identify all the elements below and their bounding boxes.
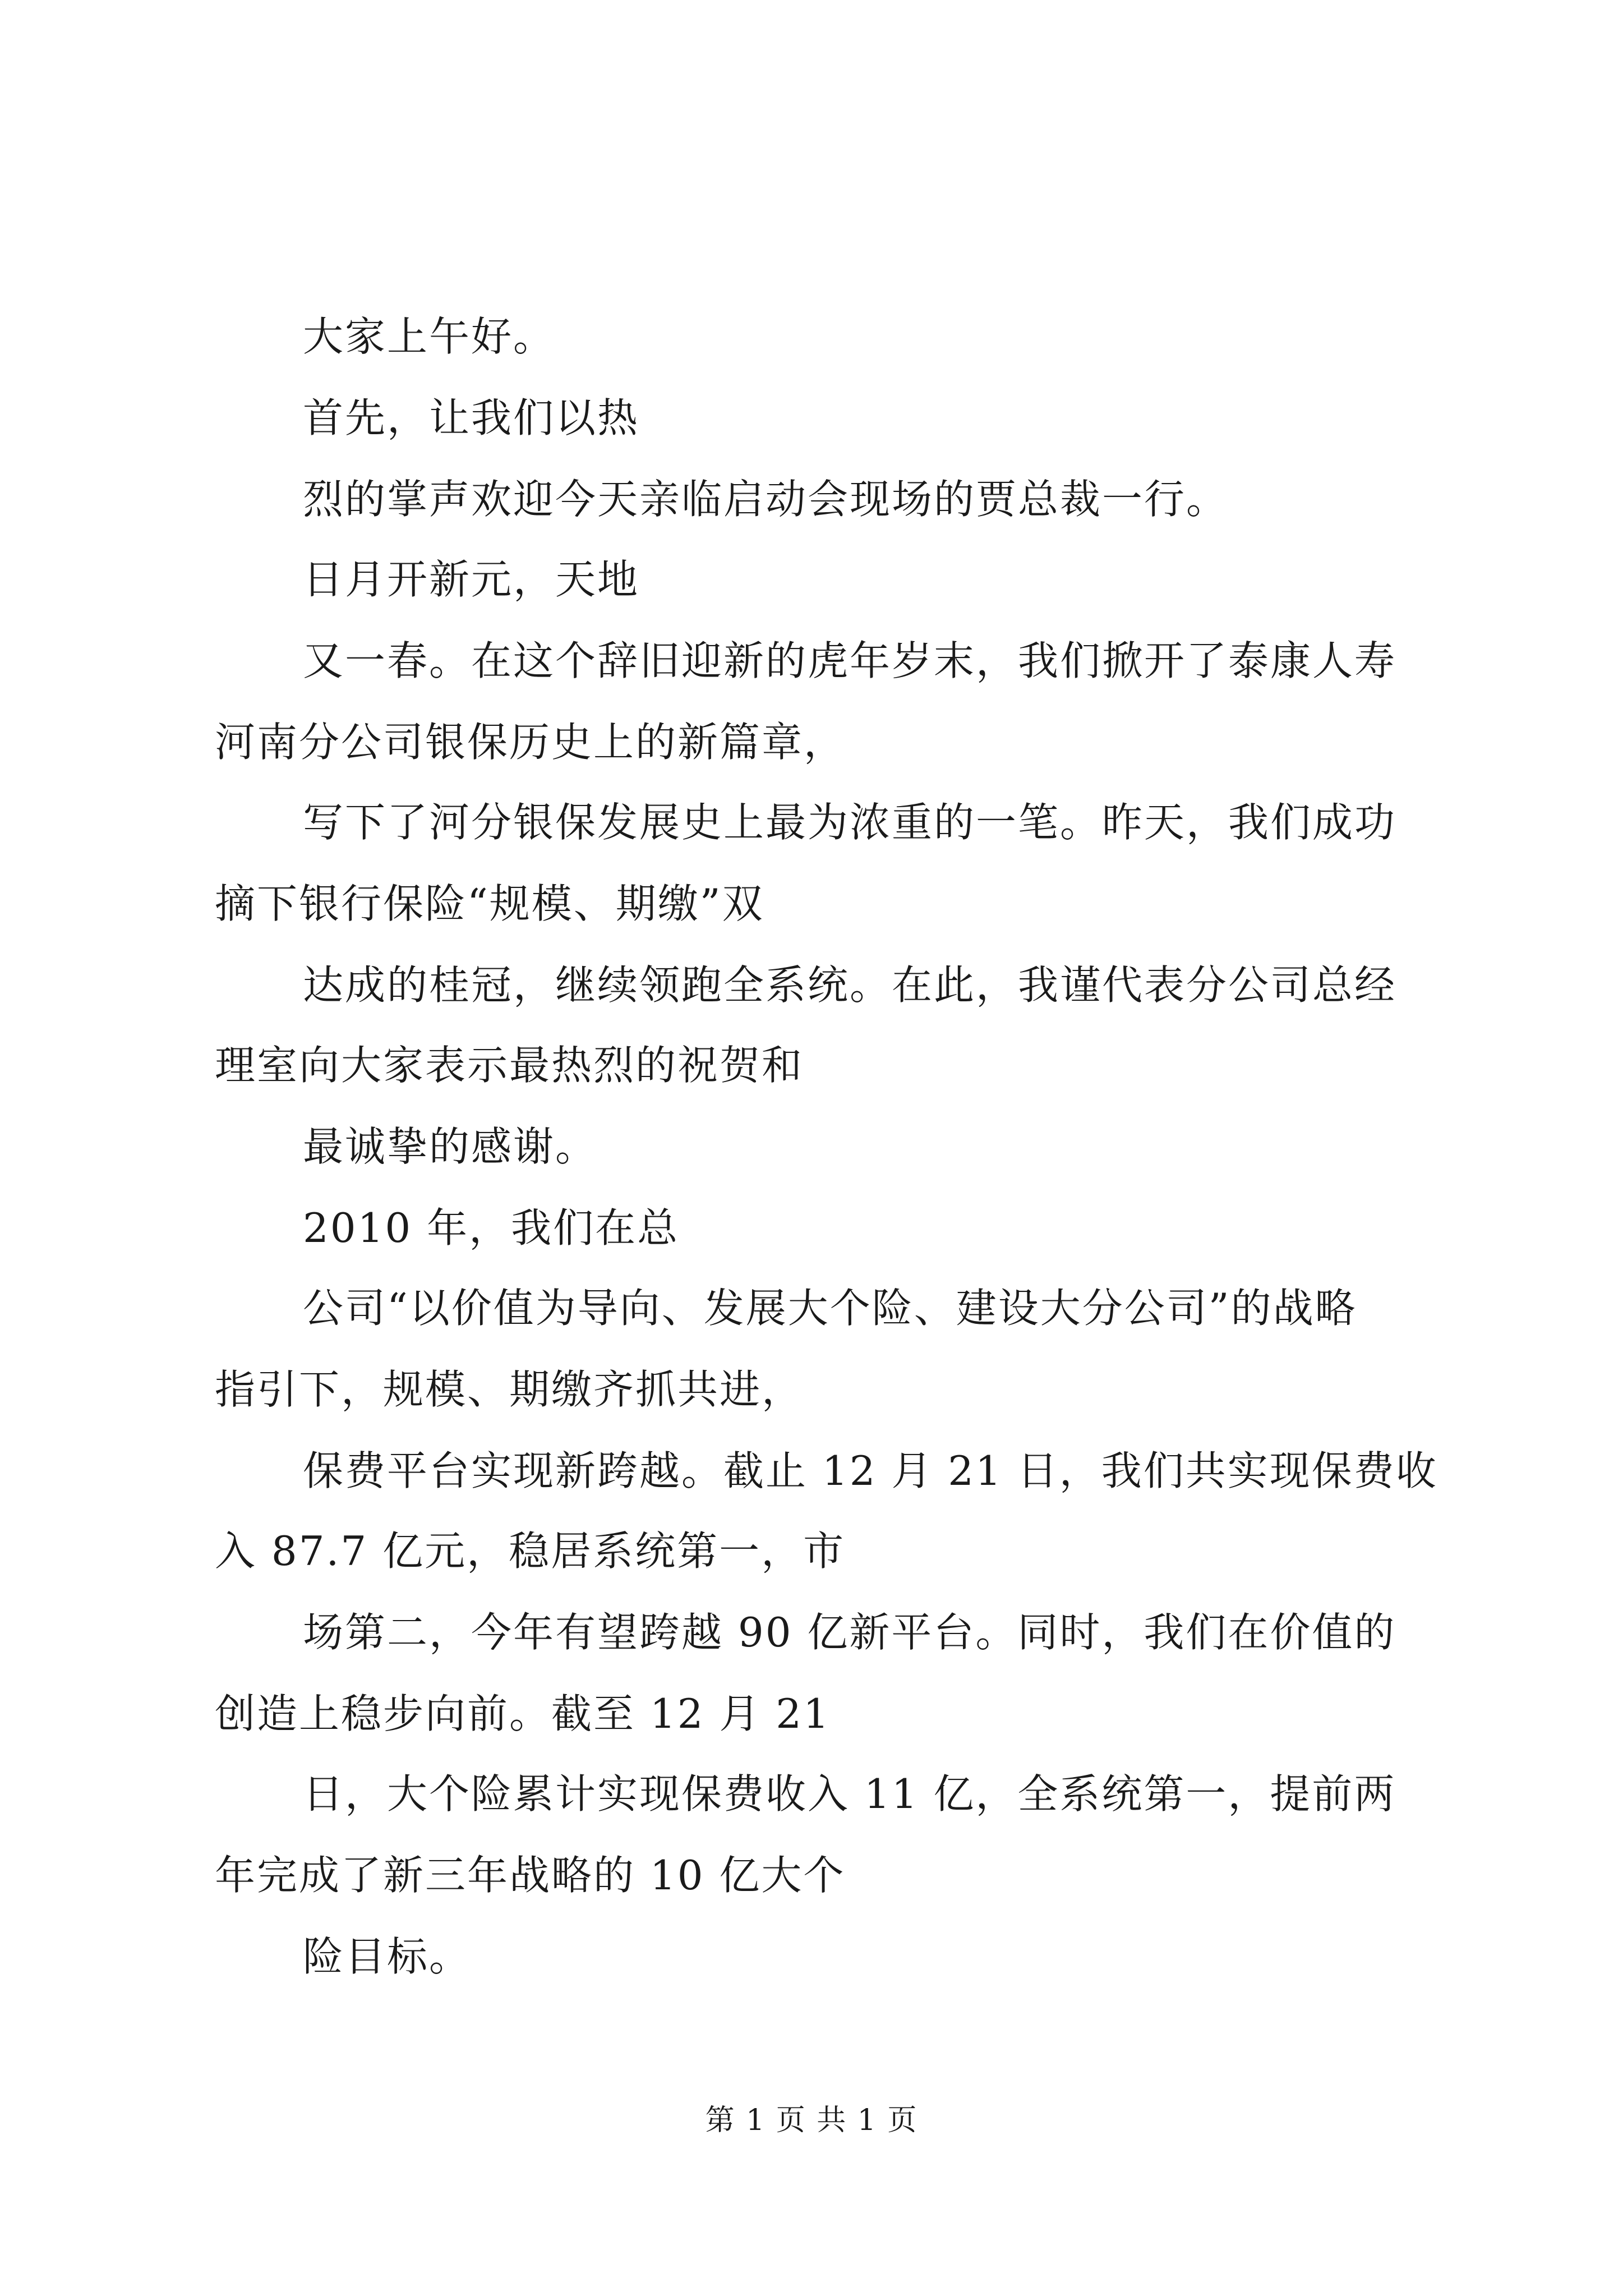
text-line: 日，大个险累计实现保费收入 11 亿，全系统第一，提前两 bbox=[303, 1770, 1396, 1818]
text-line: 写下了河分银保发展史上最为浓重的一笔。昨天，我们成功 bbox=[303, 799, 1397, 846]
text-line: 烈的掌声欢迎今天亲临启动会现场的贾总裁一行。 bbox=[303, 476, 1229, 523]
text-line: 保费平台实现新跨越。截止 12 月 21 日，我们共实现保费收 bbox=[303, 1447, 1438, 1494]
text-line: 年完成了新三年战略的 10 亿大个 bbox=[215, 1852, 846, 1899]
text-line: 场第二，今年有望跨越 90 亿新平台。同时，我们在价值的 bbox=[303, 1609, 1396, 1656]
text-line: 最诚挚的感谢。 bbox=[303, 1123, 598, 1170]
text-line: 日月开新元，天地 bbox=[303, 556, 640, 603]
text-line: 指引下，规模、期缴齐抓共进， bbox=[215, 1366, 804, 1413]
text-line: 险目标。 bbox=[303, 1933, 472, 1980]
page-footer: 第 1 页 共 1 页 bbox=[705, 2104, 918, 2137]
text-line: 摘下银行保险“规模、期缴”双 bbox=[215, 880, 764, 927]
text-line: 入 87.7 亿元，稳居系统第一，市 bbox=[215, 1527, 846, 1575]
text-line: 首先，让我们以热 bbox=[303, 394, 640, 441]
text-line: 大家上午好。 bbox=[303, 313, 556, 360]
text-line: 2010 年，我们在总 bbox=[303, 1204, 680, 1251]
text-line: 理室向大家表示最热烈的祝贺和 bbox=[215, 1042, 804, 1089]
text-line: 又一春。在这个辞旧迎新的虎年岁末，我们掀开了泰康人寿 bbox=[303, 637, 1397, 684]
text-line: 河南分公司银保历史上的新篇章， bbox=[215, 719, 846, 766]
text-line: 创造上稳步向前。截至 12 月 21 bbox=[215, 1690, 831, 1737]
text-line: 公司“以价值为导向、发展大个险、建设大分公司”的战略 bbox=[303, 1285, 1357, 1332]
text-line: 达成的桂冠，继续领跑全系统。在此，我谨代表分公司总经 bbox=[303, 961, 1397, 1009]
